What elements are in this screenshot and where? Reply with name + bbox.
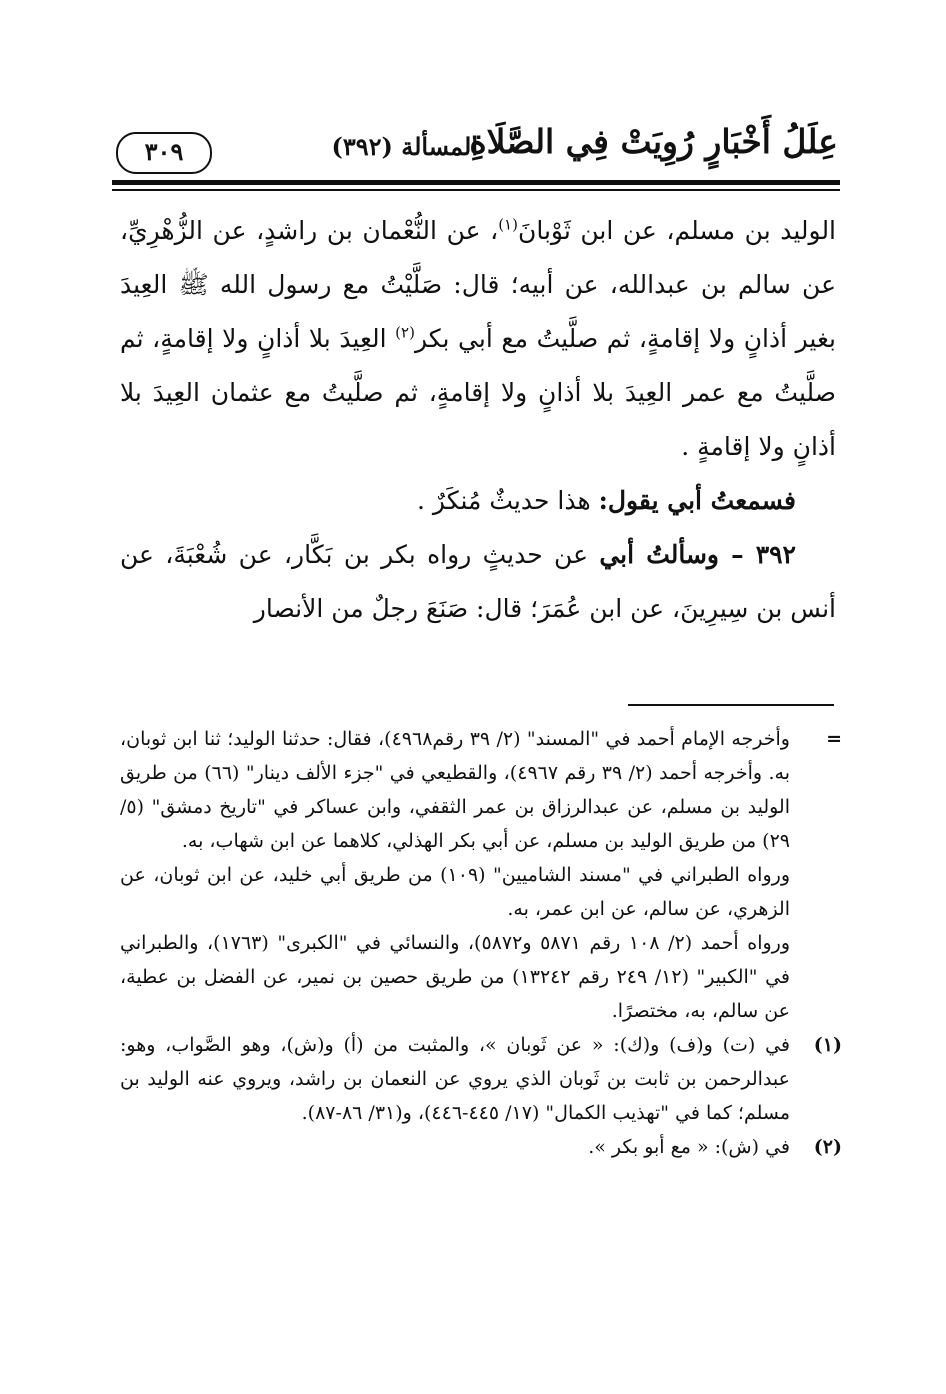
text-run: العِيدَ بلا أذانٍ ولا إقامةٍ، ثم صلَّيتُ مع عمر العِيدَ بلا أذانٍ ولا إقامةٍ، ثم صلَّيتُ مع عثمان العِيدَ بلا أذانٍ ولا إقامةٍ . [120, 324, 836, 461]
header-rule-thick [112, 180, 840, 185]
continuation-marker: = [826, 728, 842, 750]
page-number: ٣٠٩ [144, 137, 184, 166]
header-rule-thin [112, 189, 840, 191]
issue-label: المسألة (٣٩٢) [331, 132, 478, 161]
footnote-2-text: في (ش): « مع أبو بكر ». [588, 1136, 790, 1158]
paragraph-question-392 [120, 528, 836, 636]
footnote-separator [628, 704, 834, 706]
footnote-continuation [120, 722, 842, 1028]
book-title: عِلَلُ أَخْبَارٍ رُوِيَتْ فِي الصَّلَاةِ [469, 122, 838, 161]
text-run: ، عن النُّعْمان بن راشدٍ، عن الزُّهْرِيِّ، عن سالم بن عبدالله، عن أبيه؛ قال: صَلَّيْتُ مع رسول الله ﷺ العِيدَ بغير أذانٍ ولا إقامةٍ، ثم صلَّيتُ مع أبي بكر [120, 216, 836, 353]
footnote-ref-2: (٢) [395, 323, 415, 342]
footnotes [120, 722, 842, 1164]
footnote-1-text: في (ت) و(ف) و(ك): « عن ثَوبان »، والمثبت من (أ) و(ش)، وهو الصَّواب، وهو: عبدالرحمن بن ثابت بن ثَوبان الذي يروي عن النعمان بن راشد، ويروي عنه الوليد بن مسلم؛ كما في "تهذيب الكمال" (١٧/ ٤٤٥-٤٤٦)، و(٣١/ ٨٦-٨٧). [120, 1034, 790, 1124]
verdict-lead: فسمعتُ أبي يقول: [598, 486, 796, 515]
footnote-paragraph: ورواه الطبراني في "مسند الشاميين" (١٠٩) من طريق أبي خليد، عن ابن ثوبان، عن الزهري، عن سالم، عن ابن عمر، به. [120, 864, 790, 920]
text-run: الوليد بن مسلم، عن ابن ثَوْبانَ [517, 216, 837, 245]
question-text: عن حديثٍ رواه بكر بن بَكَّار، عن شُعْبَةَ، عن أنس بن سِيرِينَ، عن ابن عُمَرَ؛ قال: صَنَعَ رجلٌ من الأنصار [120, 540, 836, 623]
footnote-paragraph: ورواه أحمد (٢/ ١٠٨ رقم ٥٨٧١ و٥٨٧٢)، والنسائي في "الكبرى" (١٧٦٣)، والطبراني في "الكبير" (١٢/ ٢٤٩ رقم ١٣٢٤٢) من طريق حصين بن نمير، عن الفضل بن عطية، عن سالم، به، مختصرًا. [120, 932, 791, 1022]
running-header [108, 118, 838, 180]
footnote-1-marker: (١) [813, 1034, 842, 1056]
footnote-ref-1: (١) [498, 215, 518, 234]
footnote-2-marker: (٢) [813, 1136, 842, 1158]
footnote-paragraph: وأخرجه الإمام أحمد في "المسند" (٢/ ٣٩ رقم٤٩٦٨)، فقال: حدثنا الوليد؛ ثنا ابن ثوبان، به. وأخرجه أحمد (٢/ ٣٩ رقم ٤٩٦٧)، والقطيعي في "جزء الألف دينار" (٦٦) من طريق الوليد بن مسلم، عن عبدالرزاق بن عمر الثقفي، وابن عساكر في "تاريخ دمشق" (٥/ ٢٩) من طريق الوليد بن مسلم، عن أبي بكر الهذلي، كلاهما عن ابن شهاب، به. [120, 728, 791, 852]
paragraph-isnad [120, 204, 836, 474]
verdict-text: هذا حديثٌ مُنكَرٌ . [417, 486, 599, 515]
main-text [120, 204, 836, 636]
question-number: ٣٩٢ – وسألتُ أبي [599, 540, 796, 569]
paragraph-verdict [120, 474, 836, 528]
footnote-1 [120, 1028, 842, 1130]
footnote-2 [120, 1130, 842, 1164]
page-number-badge [116, 132, 212, 174]
